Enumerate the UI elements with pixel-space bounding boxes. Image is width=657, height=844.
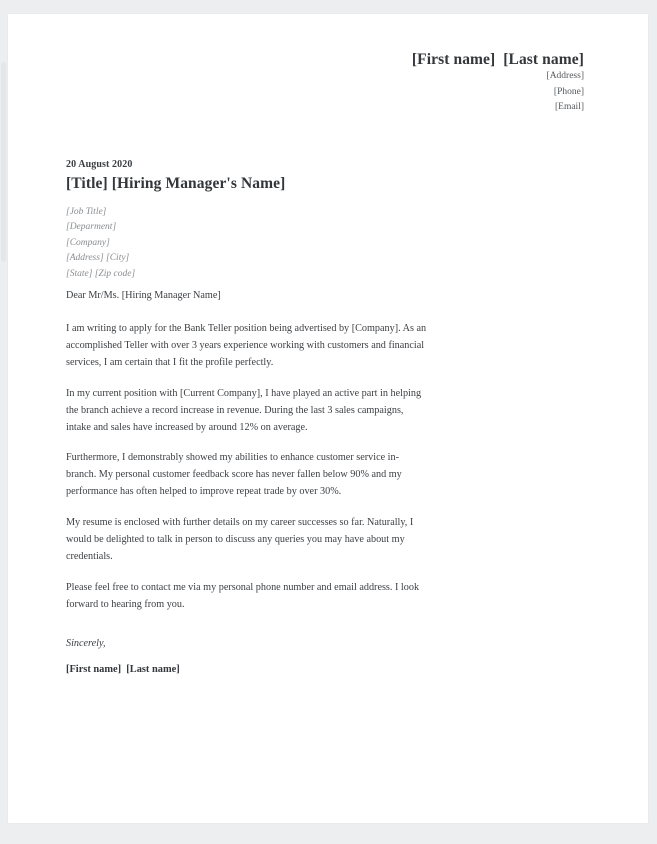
letter-paragraph: Furthermore, I demonstrably showed my abilities to enhance customer service in-branch. My personal customer feedback score has never fallen below 90% and my performance has often helped to improve repeat trade by over 30%. [66,452,402,498]
sender-phone: [Phone] [553,86,584,97]
recipient-department: [Deparment] [66,222,117,233]
sender-name: [First name] [Last name] [411,51,584,68]
recipient-address-block [66,205,135,282]
scrollbar-gutter[interactable] [0,0,8,844]
scrollbar-thumb[interactable] [1,62,6,262]
sender-block [412,50,584,116]
letter-body [66,288,428,678]
recipient-job-title: [Job Title] [66,207,107,217]
letter-date: 20 August 2020 [66,159,133,170]
letter-signature: [First name] [Last name] [66,663,180,675]
letter-paragraph: Please feel free to contact me via my personal phone number and email address. I look forward to hearing from you. [66,581,420,610]
letter-salutation: Dear Mr/Ms. [Hiring Manager Name] [66,290,221,301]
letter-closing: Sincerely, [66,637,106,649]
letter-paragraph: In my current position with [Current Company], I have played an active part in helping the branch achieve a record increase in revenue. During the last 3 sales campaigns, intake and sales have increased by around 12% on average. [66,387,422,433]
recipient-address-city: [Address] [City] [66,253,130,264]
letter-paragraph: I am writing to apply for the Bank Teller position being advertised by [Company]. As an accomplished Teller with over 3 years experience working with customers and financial services, I am certain that I fit the profile perfectly. [66,322,427,368]
sender-address: [Address] [546,71,584,82]
document-page [8,14,648,823]
recipient-state-zip: [State] [Zip code] [66,268,136,279]
document-sheet [8,14,648,823]
recipient-title: [Title] [Hiring Manager's Name] [66,175,286,192]
recipient-company: [Company] [66,237,110,248]
letter-paragraph: My resume is enclosed with further details on my career successes so far. Naturally, I would be delighted to talk in person to discuss any queries you may have about my credentials. [66,517,414,563]
sender-email: [Email] [554,102,584,113]
